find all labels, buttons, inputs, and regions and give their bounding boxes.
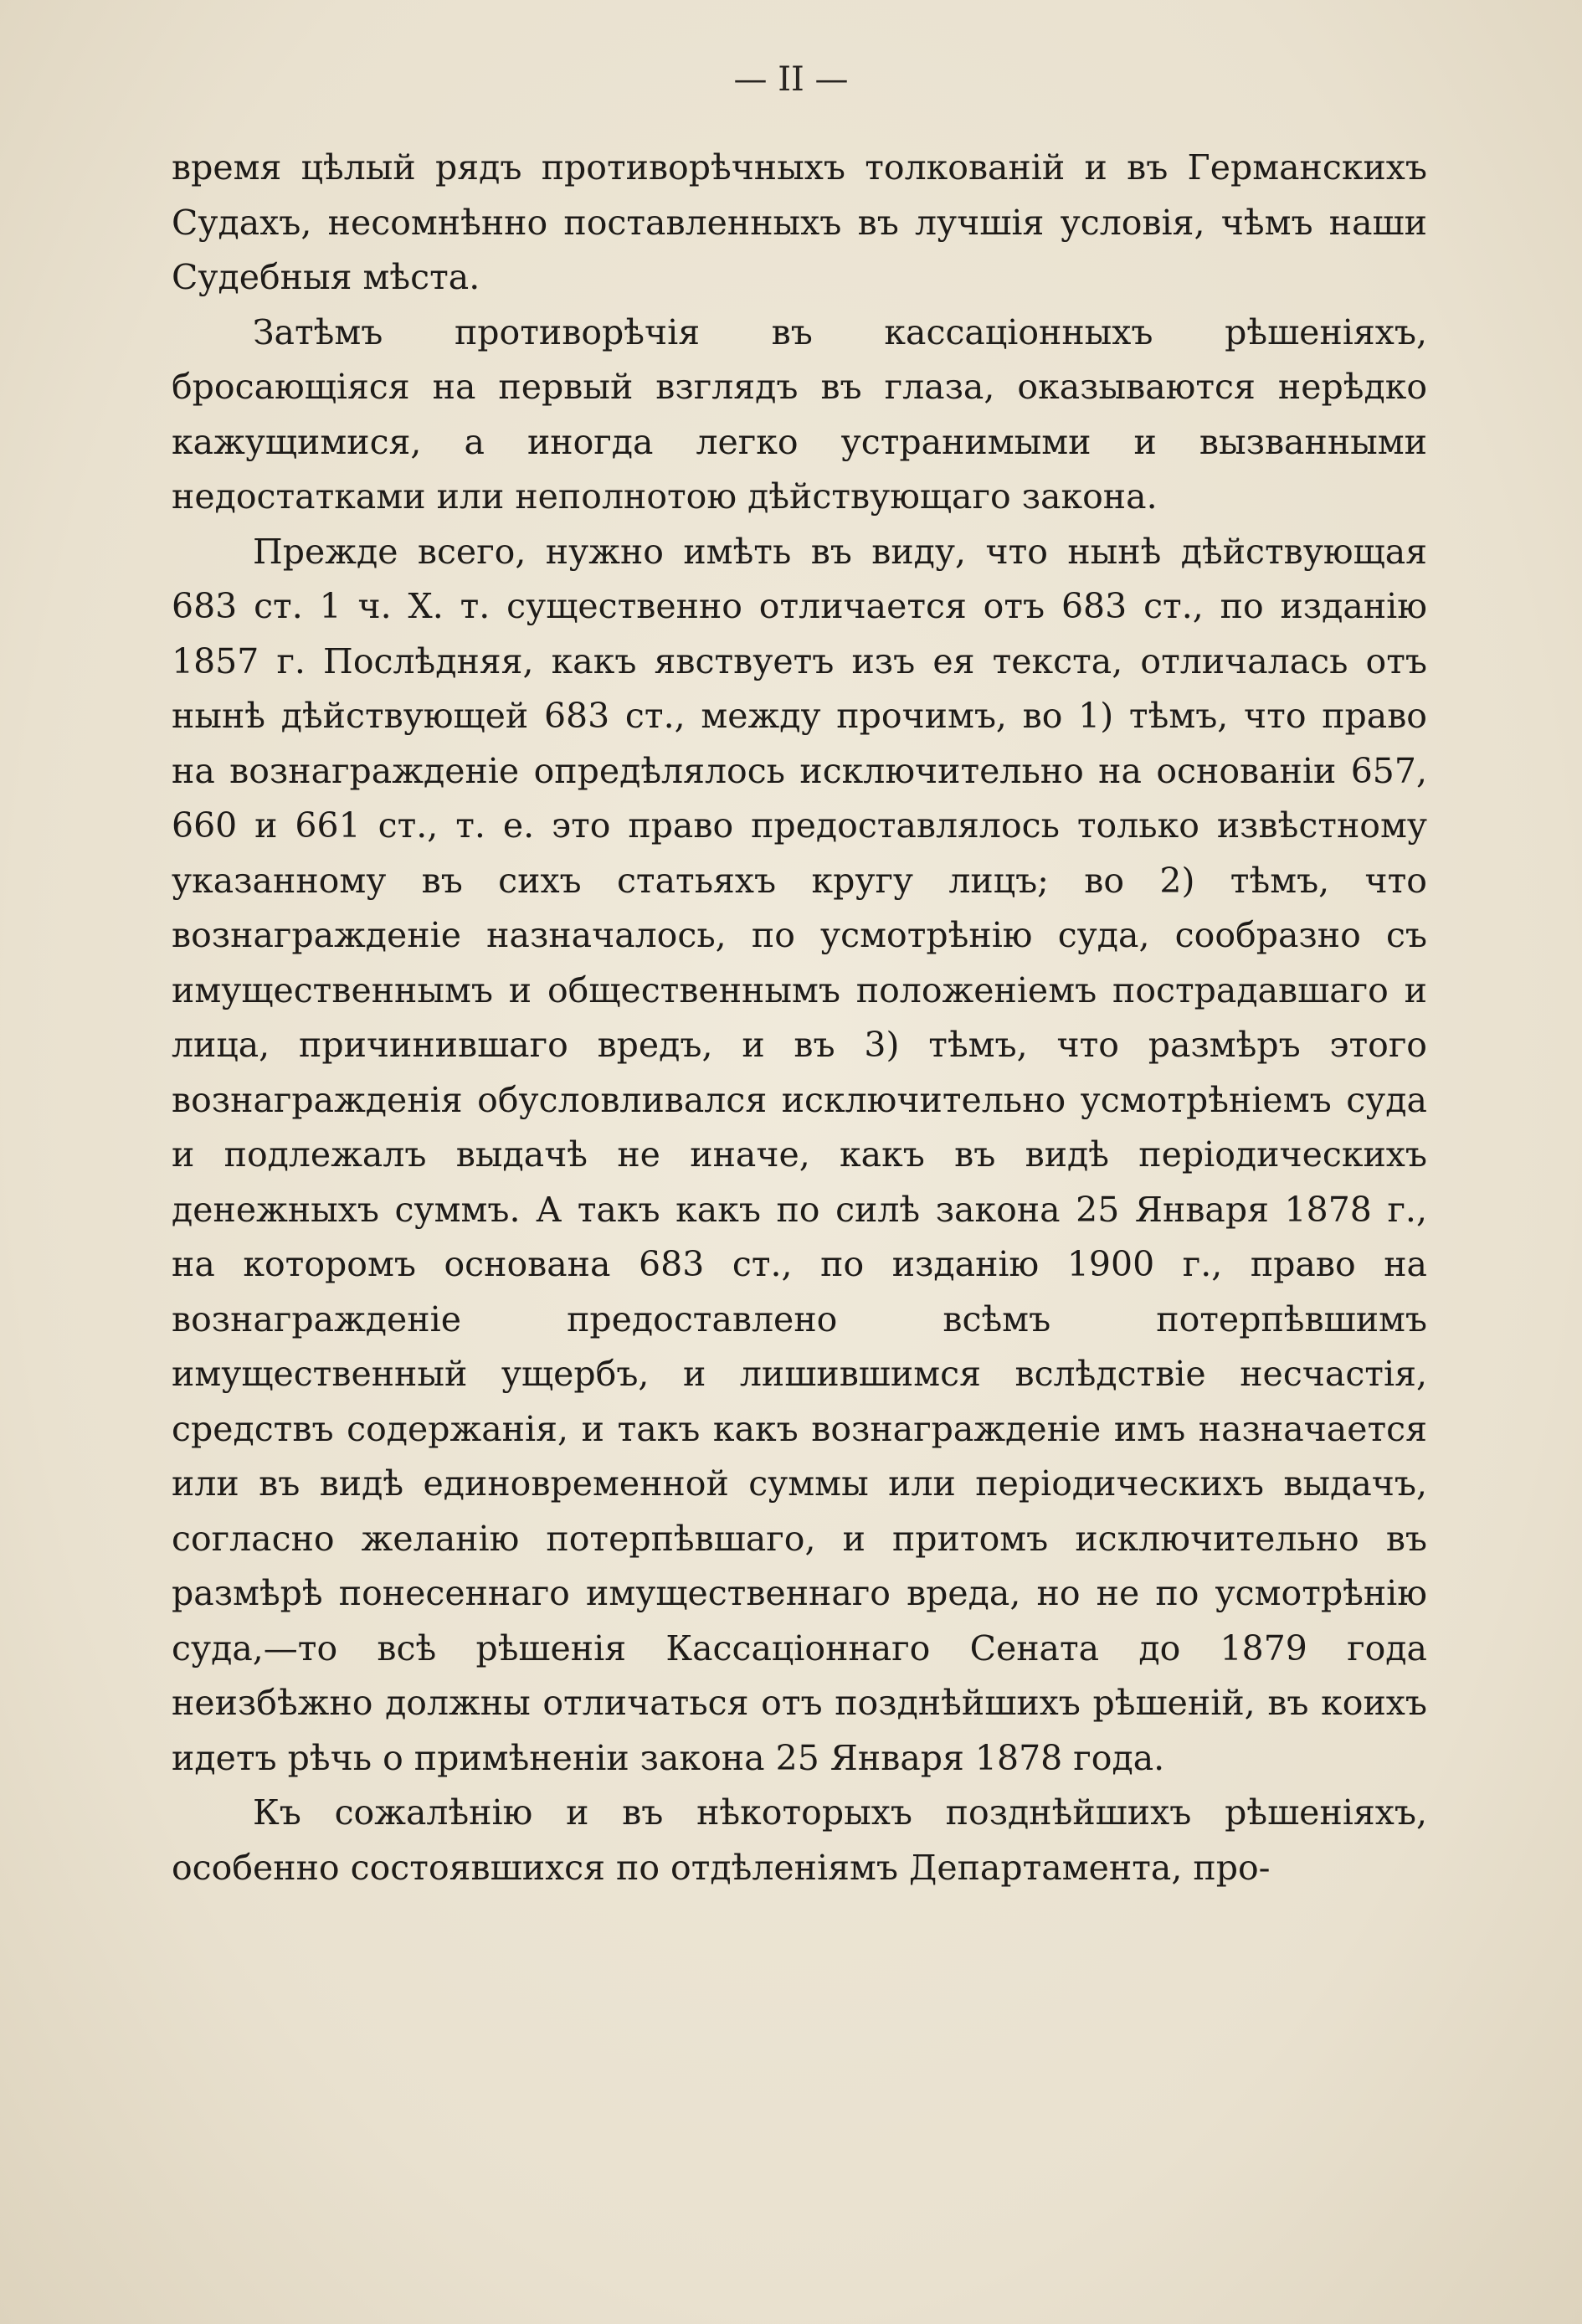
body-text xyxy=(172,141,1427,1895)
page-number: — II — xyxy=(733,60,849,99)
paragraph: Прежде всего, нужно имѣть въ виду, что нынѣ дѣйствующая 683 ст. 1 ч. X. т. существенно отличается отъ 683 ст., по изданію 1857 г. Послѣдняя, какъ явствуетъ изъ ея текста, отличалась отъ нынѣ дѣйствующей 683 ст., между прочимъ, во 1) тѣмъ, что право на вознагражденіе опредѣлялось исключительно на основаніи 657, 660 и 661 ст., т. е. это право предоставлялось только извѣстному указанному въ сихъ статьяхъ кругу лицъ; во 2) тѣмъ, что вознагражденіе назначалось, по усмотрѣнію суда, сообразно съ имущественнымъ и общественнымъ положеніемъ пострадавшаго и лица, причинившаго вредъ, и въ 3) тѣмъ, что размѣръ этого вознагражденія обусловливался исключительно усмотрѣніемъ суда и подлежалъ выдачѣ не иначе, какъ въ видѣ періодическихъ денежныхъ суммъ. А такъ какъ по силѣ закона 25 Января 1878 г., на которомъ основана 683 ст., по изданію 1900 г., право на вознагражденіе предоставлено всѣмъ потерпѣвшимъ имущественный ущербъ, и лишившимся вслѣдствіе несчастія, средствъ содержанія, и такъ какъ вознагражденіе имъ назначается или въ видѣ единовременной суммы или періодическихъ выдачъ, согласно желанію потерпѣвшаго, и притомъ исключительно въ размѣрѣ понесеннаго имущественнаго вреда, но не по усмотрѣнію суда,—то всѣ рѣшенія Кассаціоннаго Сената до 1879 года неизбѣжно должны отличаться отъ позднѣйшихъ рѣшеній, въ коихъ идетъ рѣчь о примѣненіи закона 25 Января 1878 года. xyxy=(172,531,1427,1778)
paragraph: Затѣмъ противорѣчія въ кассаціонныхъ рѣшеніяхъ, бросающіяся на первый взглядъ въ глаза, оказываются нерѣдко кажущимися, а иногда легко устранимыми и вызванными недостатками или неполнотою дѣйствующаго закона. xyxy=(172,311,1427,517)
paragraph: Къ сожалѣнію и въ нѣкоторыхъ позднѣйшихъ рѣшеніяхъ, особенно состоявшихся по отдѣленіямъ Департамента, про- xyxy=(172,1792,1427,1888)
paragraph-continuation: время цѣлый рядъ противорѣчныхъ толкованій и въ Германскихъ Судахъ, несомнѣнно поставленныхъ въ лучшія условія, чѣмъ наши Судебныя мѣста. xyxy=(172,147,1427,297)
